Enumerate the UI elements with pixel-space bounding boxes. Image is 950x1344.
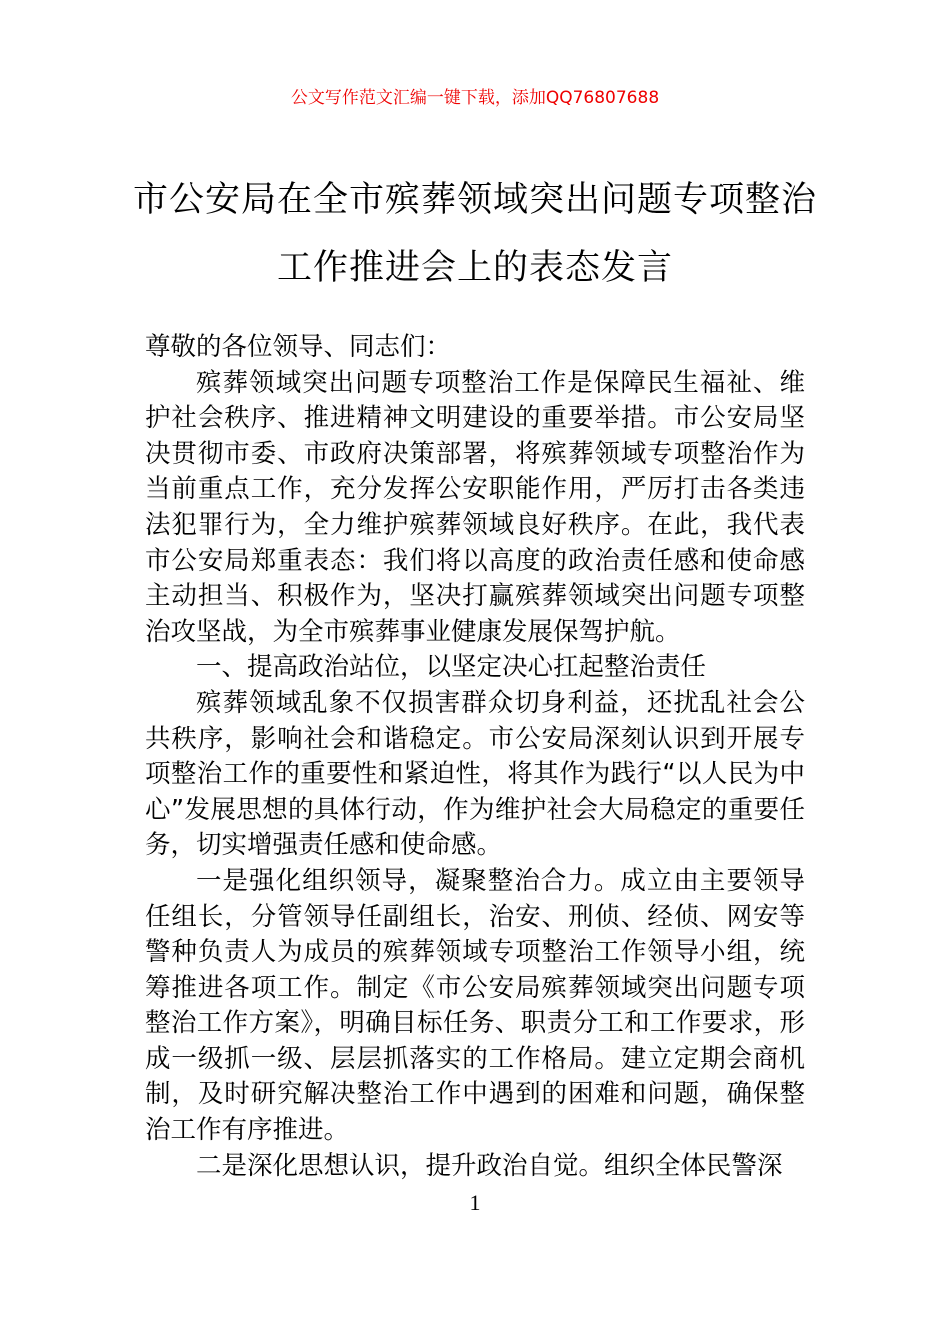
paragraph-point-2: 二是深化思想认识，提升政治自觉。组织全体民警深 [196,1150,783,1181]
paragraph-point-1: 一是强化组织领导，凝聚整治合力。成立由主要领导任组长，分管领导任副组长，治安、刑侦、经侦、网安等警种负责人为成员的殡葬领域专项整治工作领导小组，统筹推进各项工作。制定《市公安局殡葬领域突出问题专项整治工作方案》，明确目标任务、职责分工和工作要求，形成一级抓一级、层层抓落实的工作格局。建立定期会商机制，及时研究解决整治工作中遇到的困难和问题，确保整治工作有序推进。 [145,865,805,1146]
page-number: 1 [469,1190,481,1215]
section-heading-1: 一、提高政治站位，以坚定决心扛起整治责任 [196,652,707,683]
paragraph-section-1: 殡葬领域乱象不仅损害群众切身利益，还扰乱社会公共秩序，影响社会和谐稳定。市公安局深刻认识到开展专项整治工作的重要性和紧迫性，将其作为践行“以人民为中心”发展思想的具体行动，作为维护社会大局稳定的重要任务，切实增强责任感和使命感。 [145,687,805,861]
document-body [145,330,805,1184]
paragraph-intro: 殡葬领域突出问题专项整治工作是保障民生福祉、维护社会秩序、推进精神文明建设的重要举措。市公安局坚决贯彻市委、市政府决策部署，将殡葬领域专项整治作为当前重点工作，充分发挥公安职能作用，严厉打击各类违法犯罪行为，全力维护殡葬领域良好秩序。在此，我代表市公安局郑重表态：我们将以高度的政治责任感和使命感主动担当、积极作为，坚决打赢殡葬领域突出问题专项整治攻坚战，为全市殡葬事业健康发展保驾护航。 [145,367,805,647]
page-title: 市公安局在全市殡葬领域突出问题专项整治工作推进会上的表态发言 [132,180,817,288]
header-note: 公文写作范文汇编一键下载，添加QQ76807688 [290,88,660,108]
salutation: 尊敬的各位领导、同志们： [145,332,452,362]
